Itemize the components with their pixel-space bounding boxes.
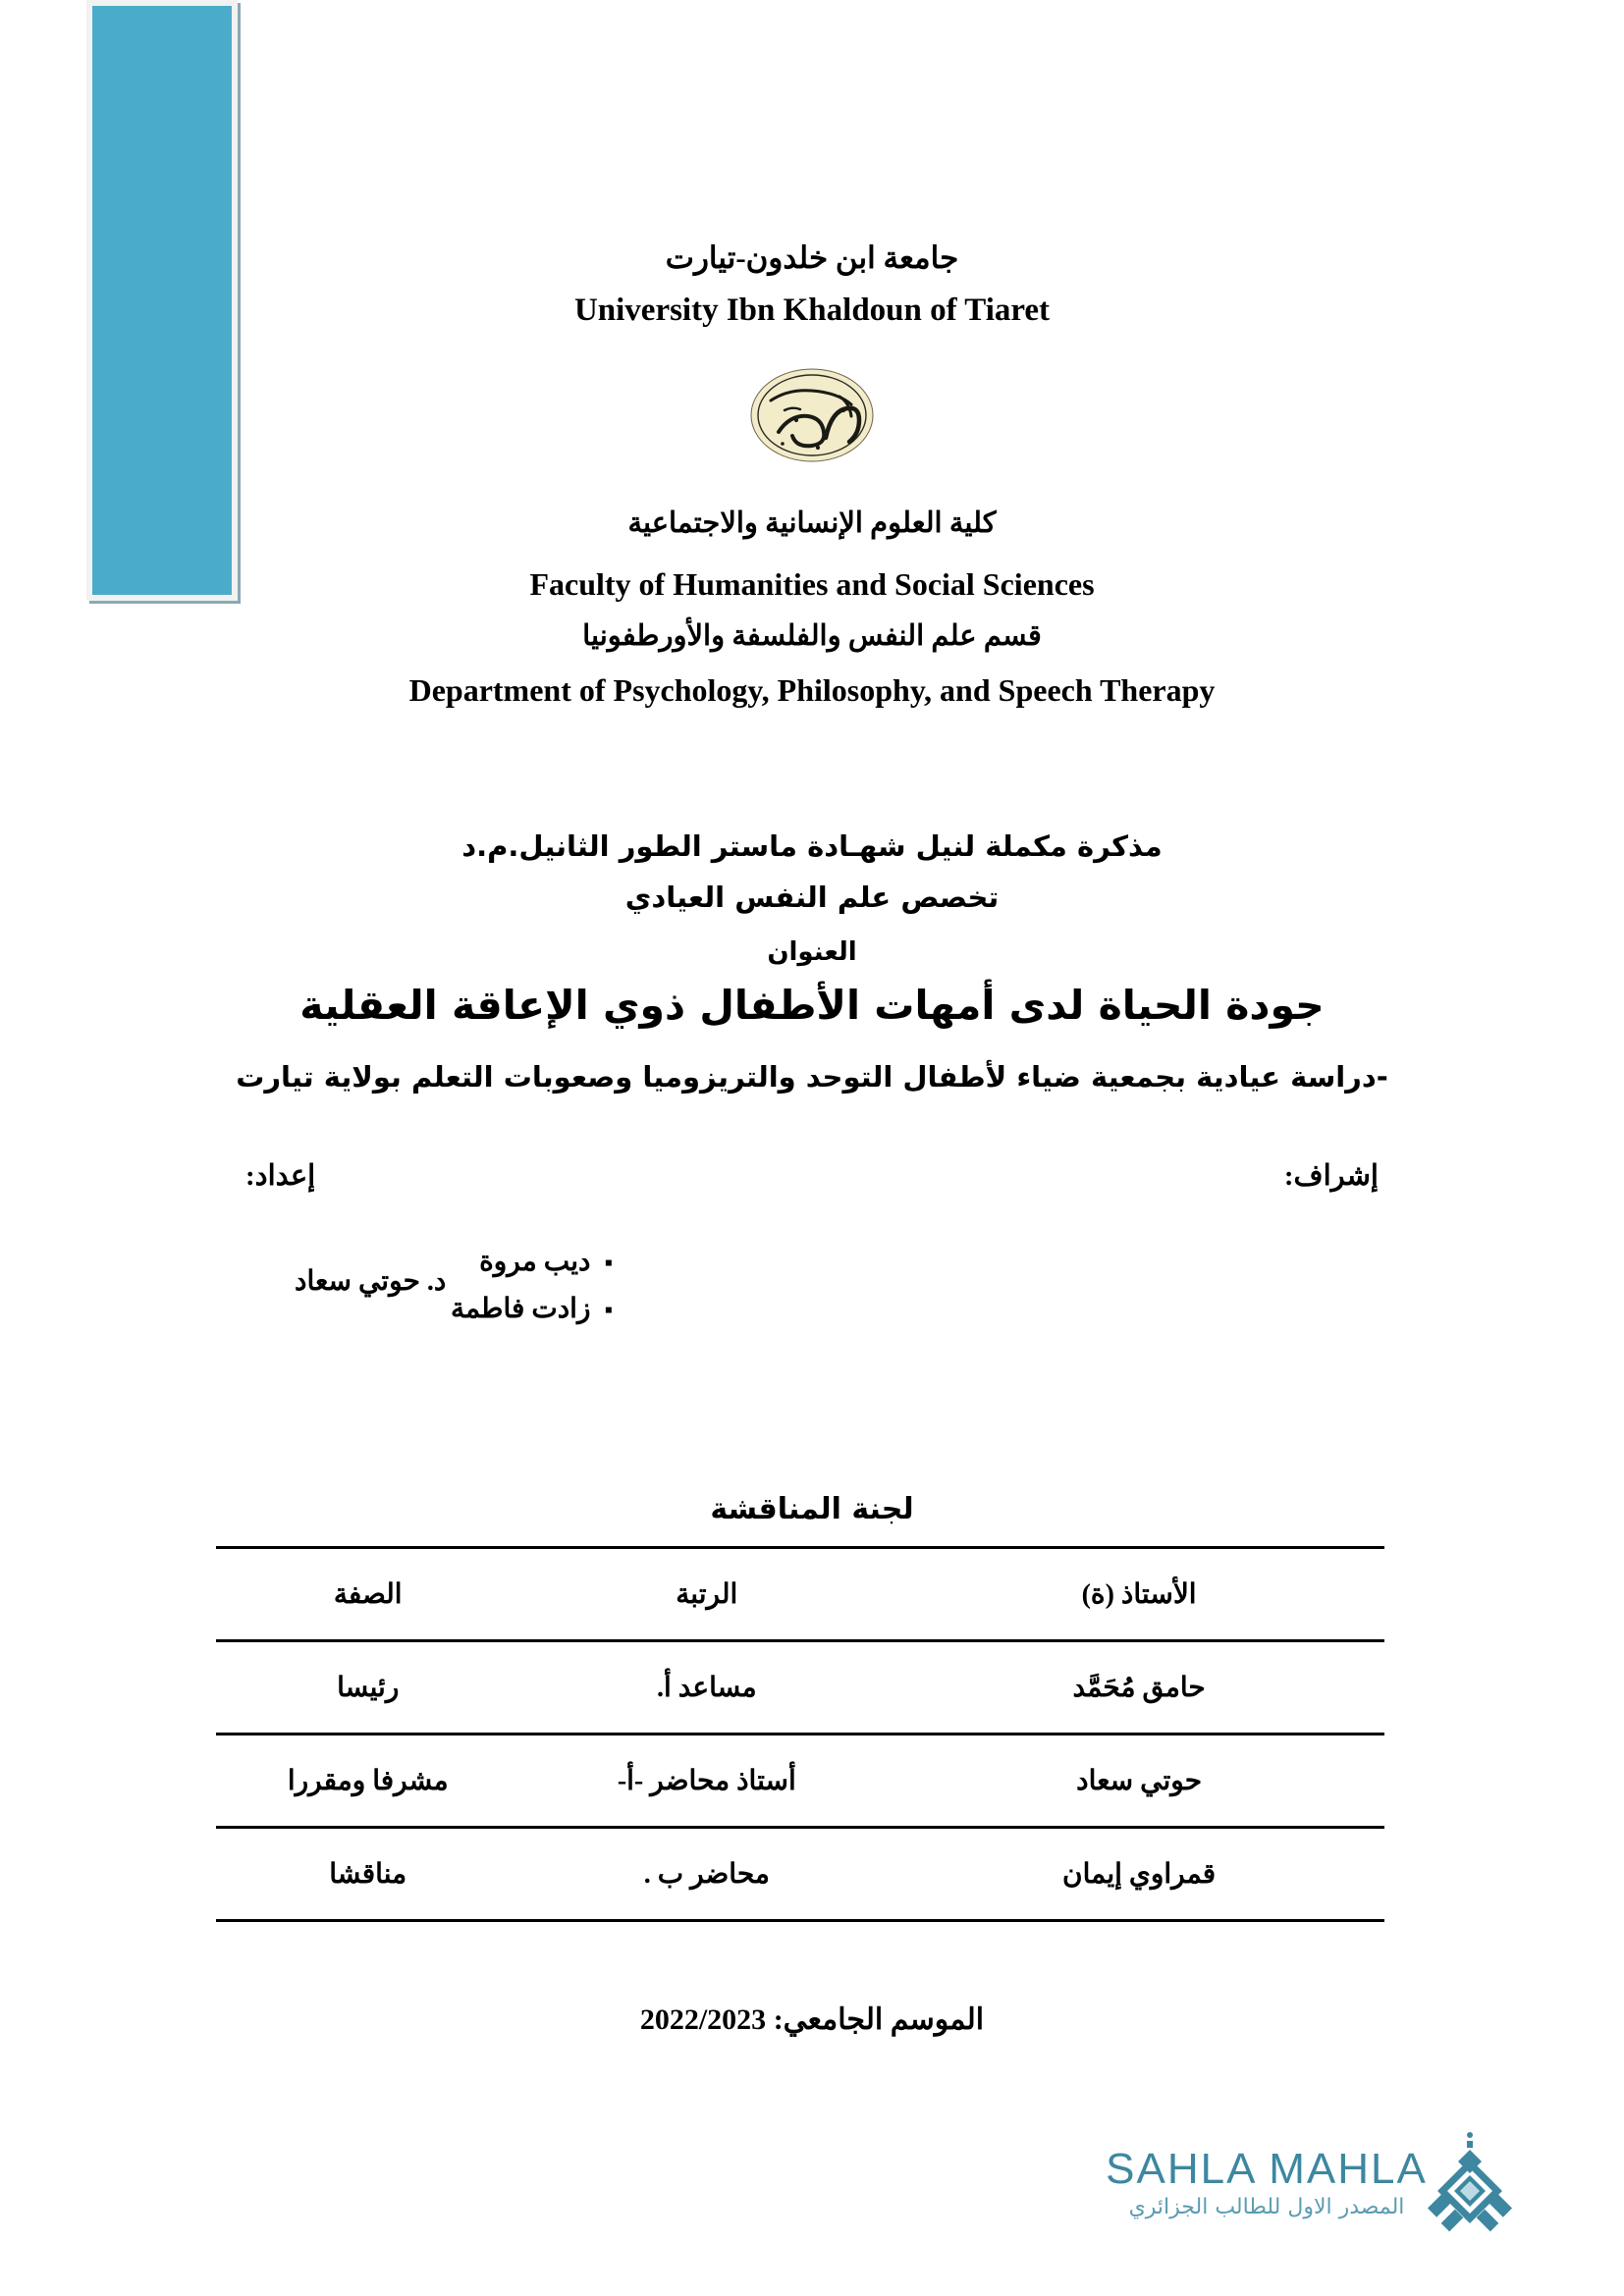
cell-professor: حوتي سعاد — [1076, 1766, 1203, 1796]
university-name-arabic: جامعة ابن خلدون-تيارت — [665, 240, 959, 275]
cell-rank: مساعد أ. — [656, 1673, 757, 1703]
thesis-subtitle: -دراسة عيادية بجمعية ضياء لأطفال التوحد والتريزوميا وصعوبات التعلم بولاية تيارت — [236, 1060, 1388, 1094]
cell-role: مناقشا — [329, 1859, 407, 1890]
table-header-row — [216, 1548, 1384, 1641]
column-header-professor: الأستاذ (ة) — [1081, 1579, 1197, 1610]
cell-professor: قمراوي إيمان — [1062, 1859, 1217, 1890]
cell-rank: أستاذ محاضر -أ- — [617, 1766, 796, 1796]
department-name-arabic: قسم علم النفس والفلسفة والأورطفونيا — [582, 620, 1042, 652]
cell-rank: محاضر ب . — [643, 1859, 770, 1890]
watermark-tagline: المصدر الاول للطالب الجزائري — [1128, 2195, 1405, 2219]
table-row — [216, 1828, 1384, 1921]
thesis-title: جودة الحياة لدى أمهات الأطفال ذوي الإعاقة العقلية — [299, 982, 1325, 1029]
faculty-name-english: Faculty of Humanities and Social Sciences — [529, 566, 1095, 602]
cell-role: مشرفا ومقررا — [287, 1766, 449, 1796]
watermark-text-block — [1105, 2145, 1429, 2219]
supervisor-name: د. حوتي سعاد — [295, 1266, 447, 1297]
title-label: العنوان — [767, 937, 857, 967]
column-header-role: الصفة — [333, 1579, 403, 1610]
table-row — [216, 1641, 1384, 1735]
cell-professor: حامق مُحَمَّد — [1072, 1673, 1206, 1703]
degree-statement-line2: تخصص علم النفس العيادي — [624, 881, 1000, 914]
faculty-name-arabic: كلية العلوم الإنسانية والاجتماعية — [627, 507, 997, 539]
column-header-rank: الرتبة — [676, 1579, 738, 1610]
sahla-mahla-watermark — [1105, 2130, 1527, 2258]
cell-role: رئيسا — [337, 1673, 400, 1703]
university-seal-icon — [724, 361, 900, 469]
university-name-english: University Ibn Khaldoun of Tiaret — [573, 293, 1051, 328]
list-item: ▪ زادت فاطمة — [451, 1292, 613, 1325]
supervised-by-label: إشراف: — [1283, 1160, 1379, 1192]
student-author-list — [451, 1245, 613, 1339]
department-name-english: Department of Psychology, Philosophy, and Speech Therapy — [408, 672, 1216, 708]
watermark-brand: SAHLA MAHLA — [1106, 2145, 1428, 2193]
list-item: ▪ ديب مروة — [451, 1245, 613, 1278]
jury-table — [216, 1546, 1384, 1922]
academic-year: الموسم الجامعي: 2022/2023 — [639, 2003, 985, 2036]
table-row — [216, 1735, 1384, 1828]
prepared-by-label: إعداد: — [245, 1160, 316, 1192]
jury-section-title: لجنة المناقشة — [710, 1492, 914, 1526]
sahla-mahla-diamond-logo-icon — [1423, 2130, 1517, 2236]
credits-header-row — [245, 1158, 1379, 1193]
degree-statement-line1: مذكرة مكملة لنيل شهـادة ماستر الطور الثانيل.م.د — [461, 829, 1163, 863]
